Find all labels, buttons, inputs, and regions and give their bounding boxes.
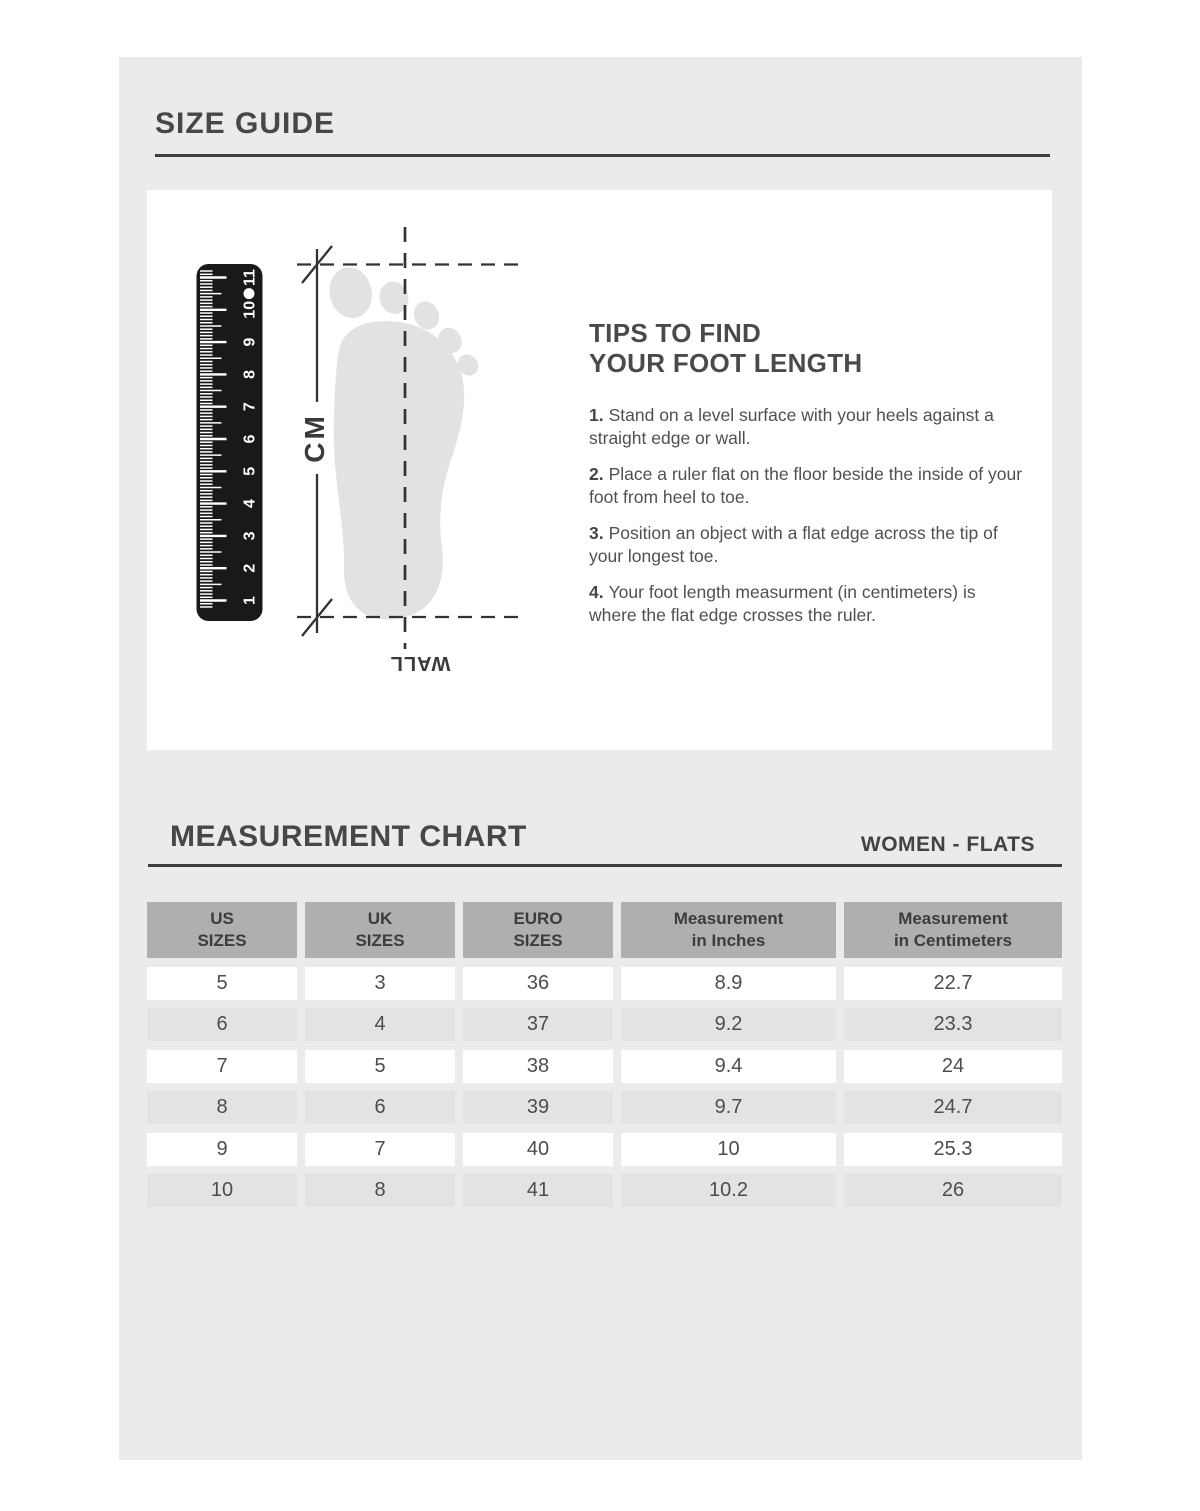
wall-label: WALL [389, 652, 451, 674]
header-line: SIZES [513, 931, 563, 950]
table-cell: 22.7 [844, 967, 1062, 1000]
title-divider [155, 154, 1050, 157]
table-cell: 4 [305, 1008, 455, 1041]
table-cell: 8.9 [621, 967, 836, 1000]
tip-text: Position an object with a flat edge across the tip of your longest toe. [589, 523, 998, 566]
svg-text:2: 2 [241, 563, 259, 573]
ruler-illustration [197, 264, 263, 621]
table-cell: 8 [305, 1174, 455, 1207]
table-cell: 40 [463, 1133, 613, 1166]
table-cell: 6 [305, 1091, 455, 1124]
table-cell: 5 [147, 967, 297, 1000]
header-line: Measurement [898, 908, 1008, 928]
header-line: EURO [513, 908, 563, 928]
tip-number: 2. [589, 464, 604, 484]
table-cell: 36 [463, 967, 613, 1000]
foot-measurement-panel [147, 190, 1052, 750]
table-cell: 10 [621, 1133, 836, 1166]
table-cell: 24.7 [844, 1091, 1062, 1124]
size-table [147, 902, 1062, 1207]
table-header-cell [463, 902, 613, 958]
svg-text:10: 10 [241, 300, 259, 319]
table-cell: 6 [147, 1008, 297, 1041]
svg-text:9: 9 [241, 337, 259, 347]
tip-number: 4. [589, 582, 604, 602]
table-cell: 7 [305, 1133, 455, 1166]
table-cell: 9.4 [621, 1050, 836, 1083]
cm-label: CM [298, 413, 330, 463]
table-cell: 5 [305, 1050, 455, 1083]
tip-item [589, 522, 1027, 568]
table-header-cell [305, 902, 455, 958]
table-cell: 8 [147, 1091, 297, 1124]
svg-text:8: 8 [241, 369, 259, 379]
page-title: SIZE GUIDE [155, 107, 336, 140]
table-cell: 26 [844, 1174, 1062, 1207]
tips-heading-line1: TIPS TO FIND [589, 318, 762, 348]
table-cell: 39 [463, 1091, 613, 1124]
ruler-hole [244, 288, 255, 299]
tip-item [589, 404, 1027, 450]
header-line: in Centimeters [893, 931, 1013, 950]
measurement-chart-heading: MEASUREMENT CHART [170, 820, 527, 853]
svg-text:1: 1 [241, 596, 259, 605]
svg-text:4: 4 [241, 499, 259, 509]
table-cell: 37 [463, 1008, 613, 1041]
category-label: WOMEN - FLATS [860, 833, 1035, 856]
header-line: UK [367, 908, 393, 928]
footprint-illustration [325, 263, 482, 619]
table-cell: 9.2 [621, 1008, 836, 1041]
tip-text: Your foot length measurment (in centimeters) is where the flat edge crosses the ruler. [589, 582, 976, 625]
svg-text:5: 5 [241, 466, 259, 476]
tips-heading-line2: YOUR FOOT LENGTH [589, 348, 863, 378]
tips-section [589, 318, 1027, 640]
tip-item [589, 463, 1027, 509]
table-header-cell [621, 902, 836, 958]
table-cell: 41 [463, 1174, 613, 1207]
table-cell: 7 [147, 1050, 297, 1083]
tip-number: 1. [589, 405, 604, 425]
table-cell: 9 [147, 1133, 297, 1166]
tip-number: 3. [589, 523, 604, 543]
svg-text:7: 7 [241, 402, 259, 412]
header-line: US [210, 908, 234, 928]
table-cell: 25.3 [844, 1133, 1062, 1166]
header-line: Measurement [673, 908, 784, 928]
table-cell: 3 [305, 967, 455, 1000]
tips-heading [589, 318, 1027, 378]
header-line: SIZES [197, 931, 247, 950]
header-line: in Inches [691, 931, 766, 950]
table-cell: 10.2 [621, 1174, 836, 1207]
table-header-cell [844, 902, 1062, 958]
chart-divider [148, 864, 1062, 867]
table-cell: 23.3 [844, 1008, 1062, 1041]
tip-text: Stand on a level surface with your heels against a straight edge or wall. [589, 405, 994, 448]
svg-text:6: 6 [241, 434, 259, 444]
svg-text:3: 3 [241, 531, 259, 541]
tip-text: Place a ruler flat on the floor beside the inside of your foot from heel to toe. [589, 464, 1023, 507]
header-line: SIZES [355, 931, 405, 950]
table-header-cell [147, 902, 297, 958]
table-cell: 38 [463, 1050, 613, 1083]
tip-item [589, 581, 1027, 627]
size-guide-card [119, 57, 1082, 1460]
svg-text:11: 11 [241, 269, 259, 286]
table-cell: 9.7 [621, 1091, 836, 1124]
table-cell: 24 [844, 1050, 1062, 1083]
table-cell: 10 [147, 1174, 297, 1207]
